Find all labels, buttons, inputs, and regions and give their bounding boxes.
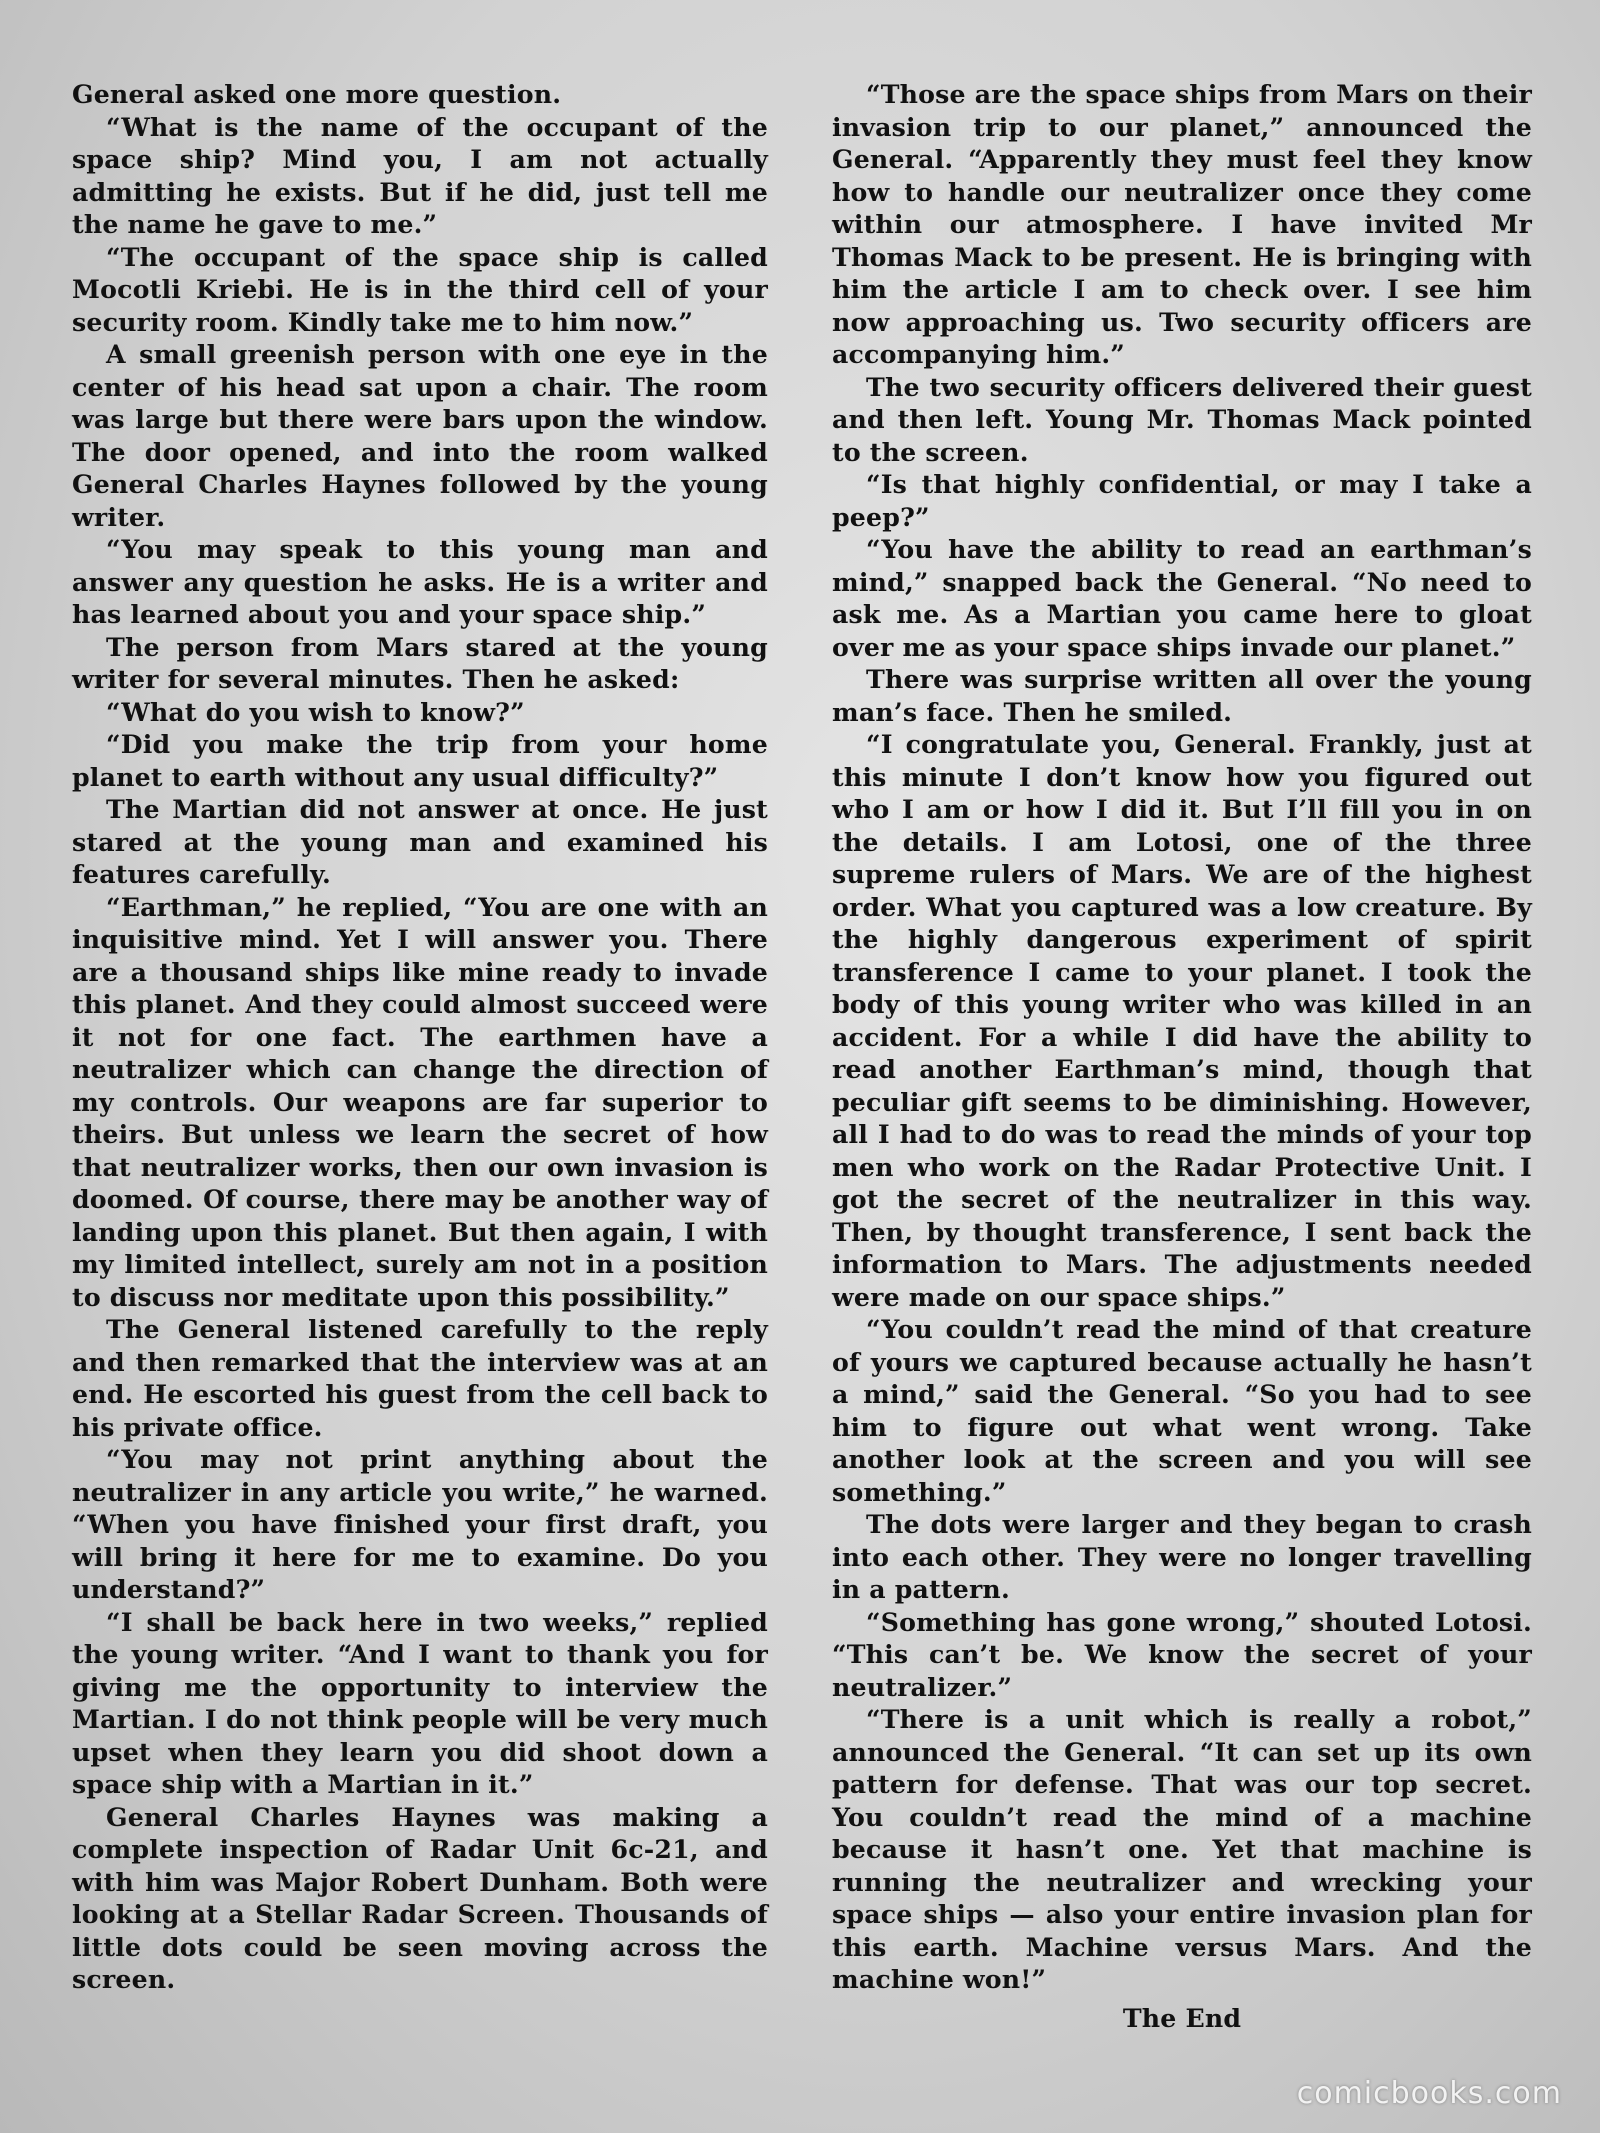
paragraph: “I congratulate you, General. Frankly, just at this minute I don’t know how you figured out who I am or how I did it. But I’ll fill you in on the details. I am Lotosi, one of the three supreme rulers of Mars. We are of the highest order. What you captured was a low creature. By the highly dangerous experiment of spirit transference I came to your planet. I took the body of this young writer who was killed in an accident. For a while I did have the ability to read another Earthman’s mind, though that peculiar gift seems to be diminishing. However, all I had to do was to read the minds of your top men who work on the Radar Protective Unit. I got the secret of the neutralizer in this way. Then, by thought transference, I sent back the information to Mars. The adjustments needed were made on our space ships.” [832,729,1532,1312]
paragraph: The General listened carefully to the reply and then remarked that the interview was at an end. He escorted his guest from the cell back to his private office. [72,1314,768,1442]
paragraph: General Charles Haynes was making a complete inspection of Radar Unit 6c-21, and with him was Major Robert Dunham. Both were looking at a Stellar Radar Screen. Thousands of little dots could be seen moving across the screen. [72,1801,768,1994]
paragraph: The two security officers delivered their guest and then left. Young Mr. Thomas Mack pointed to the screen. [832,371,1532,467]
paragraph: “What do you wish to know?” [106,696,525,727]
paragraph: “Those are the space ships from Mars on their invasion trip to our planet,” announced the General. “Apparently they must feel they know how to handle our neutralizer once they come within our atmosphere. I have invited Mr Thomas Mack to be present. He is bringing with him the article I am to check over. I see him now approaching us. Two security officers are accompanying him.” [832,79,1532,369]
paragraph: “What is the name of the occupant of the space ship? Mind you, I am not actually admitting he exists. But if he did, just tell me the name he gave to me.” [72,111,768,239]
paragraph: “Is that highly confidential, or may I take a peep?” [832,469,1532,532]
paragraph: General asked one more question. [72,79,562,109]
the-end-label: The End [1122,2002,1242,2033]
right-text-column [832,78,1532,2034]
paragraph: “There is a unit which is really a robot,” announced the General. “It can set up its own pattern for defense. That was our top secret. You couldn’t read the mind of a machine because it hasn’t one. Yet that machine is running the neutralizer and wrecking your space ships — also your entire invasion plan for this earth. Machine versus Mars. And the machine won!” [832,1704,1532,1994]
paragraph: The person from Mars stared at the young writer for several minutes. Then he asked: [72,631,768,694]
paragraph: “You may speak to this young man and answer any question he asks. He is a writer and has learned about you and your space ship.” [72,534,768,629]
paragraph: “Something has gone wrong,” shouted Lotosi. “This can’t be. We know the secret of your neutralizer.” [832,1606,1532,1702]
site-watermark: comicbooks.com [1296,2076,1562,2111]
paragraph: “Did you make the trip from your home planet to earth without any usual difficulty?” [72,729,768,792]
paragraph: “Earthman,” he replied, “You are one with an inquisitive mind. Yet I will answer you. There are a thousand ships like mine ready to invade this planet. And they could almost succeed were it not for one fact. The earthmen have a neutralizer which can change the direction of my controls. Our weapons are far superior to theirs. But unless we learn the secret of how that neutralizer works, then our own invasion is doomed. Of course, there may be another way of landing upon this planet. But then again, I with my limited intellect, surely am not in a position to discuss nor meditate upon this possibility.” [72,891,768,1312]
paragraph: “You have the ability to read an earthman’s mind,” snapped back the General. “No need to ask me. As a Martian you came here to gloat over me as your space ships invade our planet.” [832,534,1532,662]
left-text-column [72,78,768,1996]
paragraph: The Martian did not answer at once. He just stared at the young man and examined his features carefully. [72,794,768,889]
paragraph: “You may not print anything about the neutralizer in any article you write,” he warned. “When you have finished your first draft, you will bring it here for me to examine. Do you understand?” [72,1444,768,1604]
paragraph: “I shall be back here in two weeks,” replied the young writer. “And I want to thank you for giving me the opportunity to interview the Martian. I do not think people will be very much upset when they learn you did shoot down a space ship with a Martian in it.” [72,1606,768,1799]
paragraph: “You couldn’t read the mind of that creature of yours we captured because actually he hasn’t a mind,” said the General. “So you had to see him to figure out what went wrong. Take another look at the screen and you will see something.” [832,1314,1532,1507]
paragraph: There was surprise written all over the young man’s face. Then he smiled. [832,664,1532,727]
paragraph: The dots were larger and they began to crash into each other. They were no longer travelling in a pattern. [832,1509,1532,1604]
paragraph: “The occupant of the space ship is called Mocotli Kriebi. He is in the third cell of your security room. Kindly take me to him now.” [72,241,768,337]
paragraph: A small greenish person with one eye in the center of his head sat upon a chair. The room was large but there were bars upon the window. The door opened, and into the room walked General Charles Haynes followed by the young writer. [72,339,768,532]
